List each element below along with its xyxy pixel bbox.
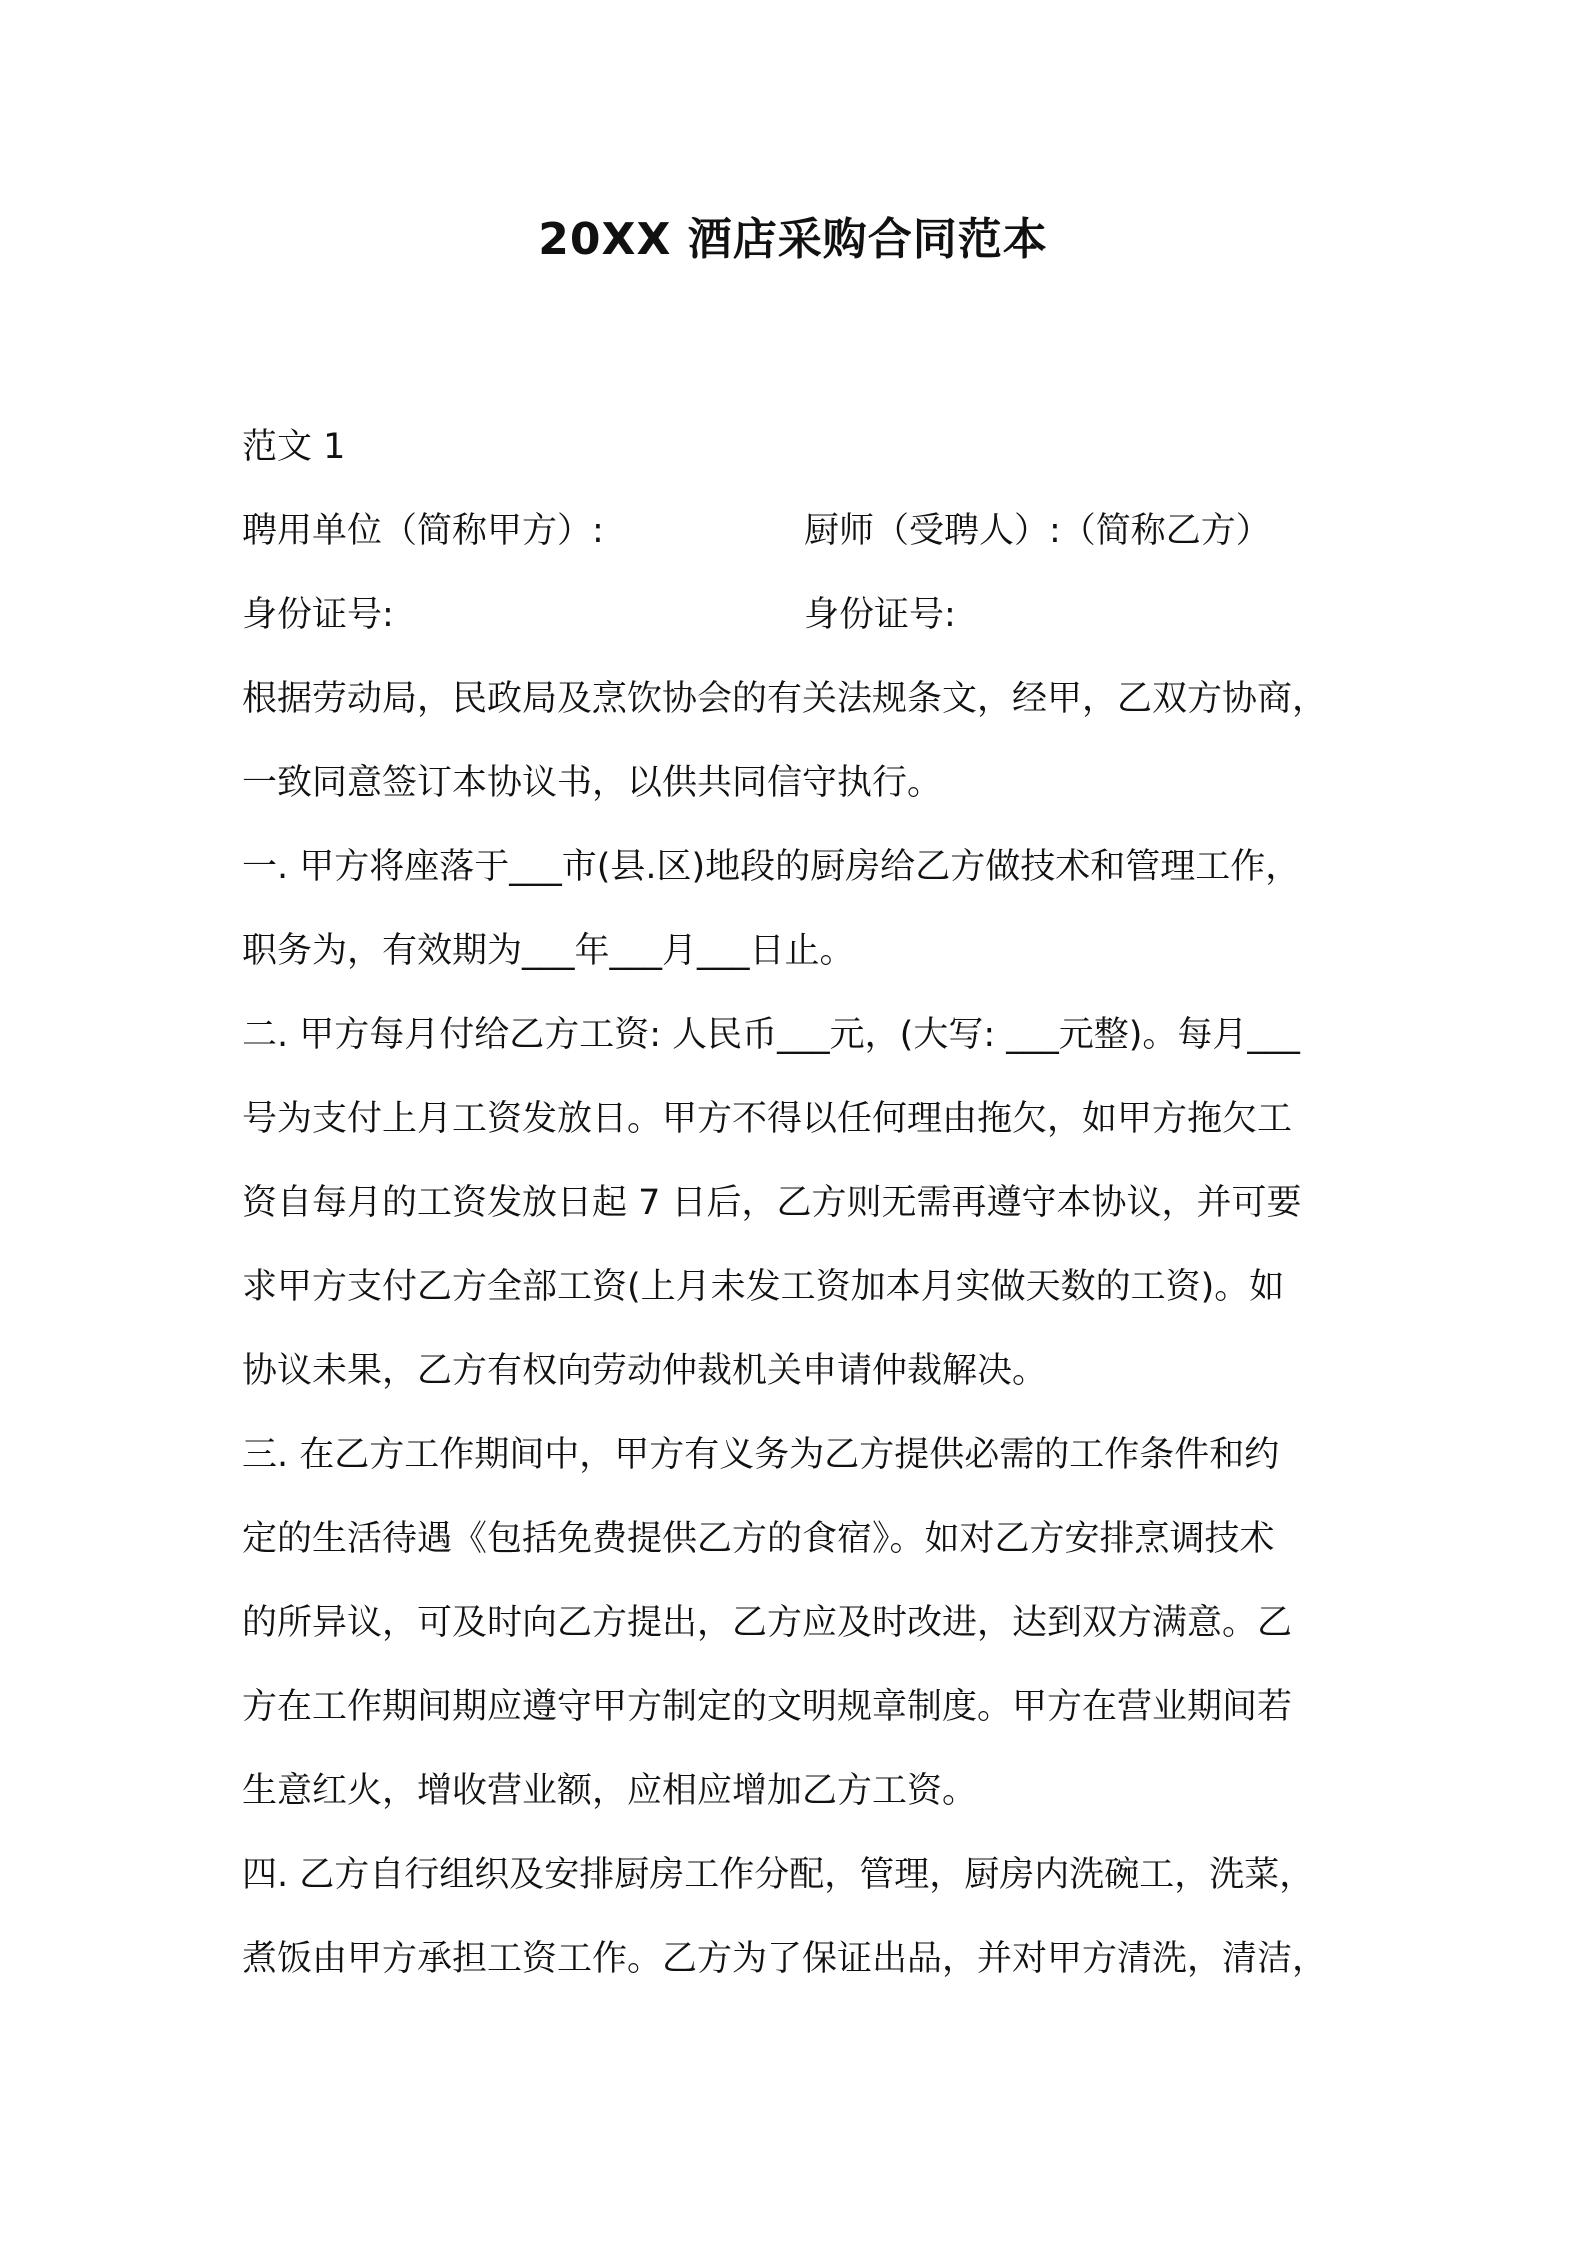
text-line: 的所异议，可及时向乙方提出，乙方应及时改进，达到双方满意。乙: [242, 1603, 1293, 1643]
text-line: 职务为，有效期为___年___月___日止。: [242, 931, 855, 971]
text-line: 一. 甲方将座落于___市(县.区)地段的厨房给乙方做技术和管理工作，: [242, 847, 1301, 887]
text-line: 方在工作期间期应遵守甲方制定的文明规章制度。甲方在营业期间若: [242, 1687, 1293, 1727]
text-line: 号为支付上月工资发放日。甲方不得以任何理由拖欠，如甲方拖欠工: [242, 1099, 1293, 1139]
document-title: 20XX 酒店采购合同范本: [538, 214, 1048, 265]
text-line: 一致同意签订本协议书，以供共同信守执行。: [242, 763, 943, 803]
text-line: 求甲方支付乙方全部工资(上月未发工资加本月实做天数的工资)。如: [242, 1267, 1285, 1307]
text-line: 三. 在乙方工作期间中，甲方有义务为乙方提供必需的工作条件和约: [242, 1435, 1280, 1475]
party-b-label: 厨师（受聘人）:（简称乙方）: [804, 511, 1271, 551]
text-line: 煮饭由甲方承担工资工作。乙方为了保证出品，并对甲方清洗，清洁，: [242, 1939, 1328, 1979]
document-body: [242, 405, 1362, 2001]
text-line: 定的生活待遇《包括免费提供乙方的食宿》。如对乙方安排烹调技术: [242, 1519, 1275, 1559]
text-line: 生意红火，增收营业额，应相应增加乙方工资。: [242, 1771, 978, 1811]
text-line: 协议未果，乙方有权向劳动仲裁机关申请仲裁解决。: [242, 1351, 1048, 1391]
id-row: [242, 573, 1362, 657]
party-a-label: 聘用单位（简称甲方）:: [242, 511, 604, 551]
id-b-label: 身份证号:: [804, 595, 956, 635]
text-line: 四. 乙方自行组织及安排厨房工作分配，管理，厨房内洗碗工，洗菜，: [242, 1855, 1315, 1895]
party-row: [242, 489, 1362, 573]
text-line: 根据劳动局，民政局及烹饮协会的有关法规条文，经甲，乙双方协商，: [242, 679, 1328, 719]
text-line: 资自每月的工资发放日起 7 日后，乙方则无需再遵守本协议，并可要: [242, 1183, 1302, 1223]
text-line: 二. 甲方每月付给乙方工资: 人民币___元，(大写: ___元整)。每月___: [242, 1015, 1300, 1055]
section-heading: 范文 1: [242, 427, 346, 467]
id-a-label: 身份证号:: [242, 595, 394, 635]
